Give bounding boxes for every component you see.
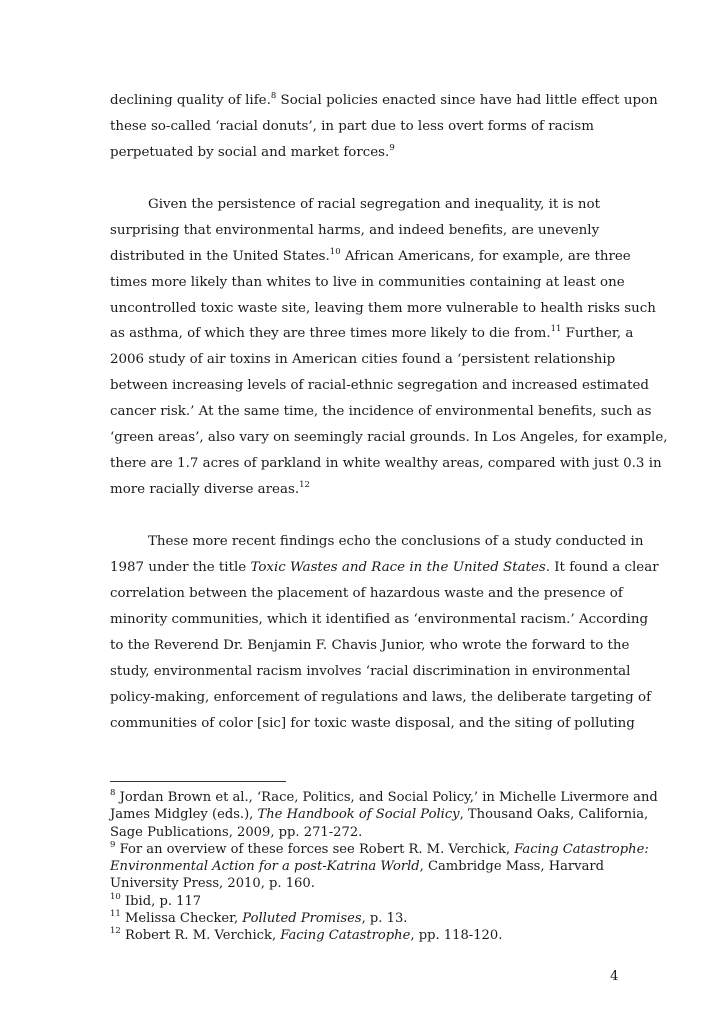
body-line: 2006 study of air toxins in American cities found a ‘persistent relationship (110, 352, 616, 368)
body-line: times more likely than whites to live in communities containing at least one (110, 274, 625, 290)
footnote-ref-9[interactable]: 9 (389, 142, 395, 153)
footnote-9: $^9$ For an overview of these forces see Robert R. M. Verchick, Facing Catastrophe: (110, 839, 649, 857)
footnote-separator (110, 781, 286, 782)
footnote-12: $^{12}$ Robert R. M. Verchick, Facing Catastrophe, pp. 118-120. (110, 926, 503, 944)
footnote-ref-10[interactable]: 10 (329, 246, 341, 257)
body-line: there are 1.7 acres of parkland in white wealthy areas, compared with just 0.3 in (110, 456, 662, 472)
footnote-9-cont: University Press, 2010, p. 160. (110, 876, 315, 892)
body-line: study, environmental racism involves ‘racial discrimination in environmental (110, 663, 631, 679)
body-line: distributed in the United States.$^{10}$ African Americans, for example, are three (110, 246, 631, 264)
page-number: 4 (610, 969, 619, 984)
body-line: surprising that environmental harms, and indeed benefits, are unevenly (110, 222, 600, 238)
footnote-ref-11[interactable]: 11 (550, 324, 562, 335)
body-line: between increasing levels of racial-ethnic segregation and increased estimated (110, 378, 649, 394)
body-line: These more recent findings echo the conclusions of a study conducted in (148, 533, 644, 549)
body-line: these so-called ‘racial donuts’, in part due to less overt forms of racism (110, 118, 594, 134)
footnote-ref-12[interactable]: 12 (299, 480, 310, 491)
body-line: 1987 under the title Toxic Wastes and Race in the United States. It found a clear (110, 559, 659, 575)
body-line: minority communities, which it identified as ‘environmental racism.’ According (110, 611, 649, 627)
body-line: uncontrolled toxic waste site, leaving them more vulnerable to health risks such (110, 300, 656, 316)
footnotes (110, 788, 658, 945)
footnote-8-cont: James Midgley (eds.), The Handbook of Social Policy, Thousand Oaks, California, (110, 807, 649, 823)
body-line: correlation between the placement of hazardous waste and the presence of (110, 585, 623, 601)
body-line: as asthma, of which they are three times more likely to die from.$^{11}$ Further, a (110, 324, 634, 342)
footnote-8: $^8$ Jordan Brown et al., ‘Race, Politics, and Social Policy,’ in Michelle Livermore and (110, 788, 658, 805)
body-text (110, 88, 668, 736)
body-line: Given the persistence of racial segregation and inequality, it is not (148, 196, 600, 212)
footnote-8-cont: Sage Publications, 2009, pp. 271-272. (110, 824, 363, 840)
body-line: policy-making, enforcement of regulations and laws, the deliberate targeting of (110, 689, 652, 705)
body-line: cancer risk.’ At the same time, the incidence of environmental benefits, such as (110, 404, 652, 420)
footnote-10: $^{10}$ Ibid, p. 117 (110, 891, 202, 909)
body-line: perpetuated by social and market forces.$^9$ (110, 142, 395, 160)
body-line: to the Reverend Dr. Benjamin F. Chavis Junior, who wrote the forward to the (110, 637, 630, 653)
footnote-ref-8[interactable]: 8 (270, 91, 277, 101)
study-title: Toxic Wastes and Race in the United States (250, 559, 546, 575)
body-line: communities of color [sic] for toxic waste disposal, and the siting of polluting (110, 715, 635, 731)
body-line: more racially diverse areas.$^{12}$ (110, 480, 310, 498)
body-line: declining quality of life.$^8$ Social policies enacted since have had little effect upon (110, 91, 658, 108)
footnote-11: $^{11}$ Melissa Checker, Polluted Promises, p. 13. (110, 909, 408, 927)
body-line: ‘green areas’, also vary on seemingly racial grounds. In Los Angeles, for example, (110, 430, 668, 446)
footnote-9-cont: Environmental Action for a post-Katrina World, Cambridge Mass, Harvard (110, 859, 605, 875)
